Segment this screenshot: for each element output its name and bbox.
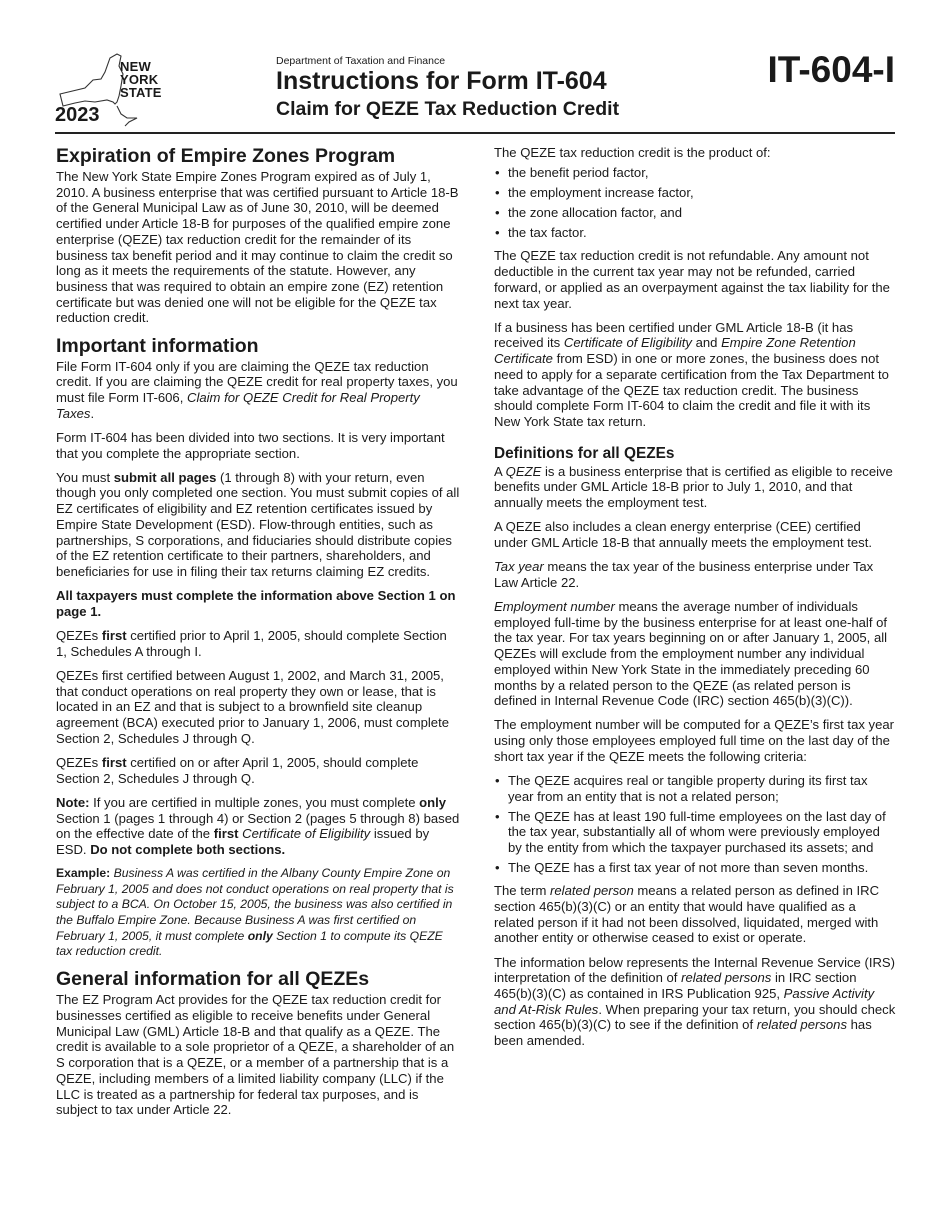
right-column [494,145,896,1057]
logo-year: 2023 [55,104,100,126]
definition-employment-number: Employment number means the average number of individuals employed full-time by the business enterprise for at least one-half of the tax year. For tax years beginning on or after January 1, 2005, all QEZEs will exclude from the employment number any individual employed within New York State in the immediately preceding 60 months by a related person to the QEZE (as related person is defined in Internal Revenue Code (IRC) section 465(b)(3)(C)). [494,599,888,709]
employment-first-year-paragraph: The employment number will be computed for a QEZE’s first tax year using only those employees employed full time on the last day of the short tax year if the QEZE meets the following criteria: [494,717,895,764]
list-item: • the employment increase factor, [494,185,896,201]
list-item: • the zone allocation factor, and [494,205,896,221]
list-item: • the benefit period factor, [494,165,896,181]
important-paragraph-1: File Form IT-604 only if you are claiming the QEZE tax reduction credit. If you are claiming the QEZE credit for real property taxes, you must file Form IT-606, Claim for QEZE Credit for Real Property Taxes. [56,358,458,421]
definition-cee: A QEZE also includes a clean energy enterprise (CEE) certified under GML Article 18-B that annually meets the employment test. [494,519,872,550]
credit-product-intro: The QEZE tax reduction credit is the product of: [494,145,771,160]
note-paragraph: Note: If you are certified in multiple zones, you must complete only Section 1 (pages 1 through 4) or Section 2 (pages 5 through 8) based on the effective date of the first Certificate of Eligibility issued by ESD. Do not complete both sections. [56,794,460,858]
logo-line-2: YORK [120,72,159,87]
document-subtitle: Claim for QEZE Tax Reduction Credit [276,98,620,120]
form-number: IT-604-I [767,49,895,90]
important-paragraph-6: QEZEs first certified between August 1, 2002, and March 31, 2005, that conduct operations on real property they own or lease, that is located in an EZ and that is subject to a brownfield site cleanup agreement (BCA) executed prior to January 1, 2006, must complete Section 2, Schedules J through Q. [56,667,450,746]
logo-line-1: NEW [120,59,151,74]
expiration-paragraph: The New York State Empire Zones Program expired as of July 1, 2010. A business enterprise that was certified pursuant to Article 18-B of the General Municipal Law as of June 30, 2010, will be deemed certified under Article 18-B for purposes of the qualified empire zone enterprise (QEZE) tax reduction credit for the remainder of its business tax benefit period and it may continue to claim the credit so long as it meets the requirements of the statute. However, any business that was required to obtain an empire zone (EZ) retention certificate but was denied one will not be eligible for the QEZE tax reduction credit. [56,169,459,326]
department-name: Department of Taxation and Finance [276,55,446,67]
list-item: • The QEZE has at least 190 full-time employees on the last day of the tax year, substantially all of whom were previously employed by the entity from which the taxpayer purchased its assets; and [494,809,896,856]
header-divider [55,132,895,134]
important-paragraph-5: QEZEs first certified prior to April 1, 2005, should complete Section 1, Schedules A through I. [56,628,447,659]
credit-factor-list [494,165,896,241]
certification-paragraph: If a business has been certified under GML Article 18-B (it has received its Certificate of Eligibility and Empire Zone Retention Certificate from ESD) in one or more zones, the business does not need to apply for a separate certification from the Tax Department to take advantage of the QEZE tax reduction credit. The business should complete Form IT-604 to claim the credit and file it with its New York State tax return. [494,319,889,429]
document-title: Instructions for Form IT-604 [276,67,607,95]
criteria-list [494,773,896,875]
heading-general-information: General information for all QEZEs [56,968,370,991]
logo-wordmark [120,60,162,99]
list-item: • the tax factor. [494,225,896,241]
important-paragraph-3: You must submit all pages (1 through 8) with your return, even though you only completed one section. You must submit copies of all EZ certificates of eligibility and EZ retention certificates issued by Empire State Development (ESD). Flow-through entities, such as partnerships, S corporations, and fiduciaries should distribute copies of the EZ retention certificate to their partners, shareholders, and beneficiaries for use in filing their tax returns claiming EZ credits. [56,469,460,579]
irs-interpretation-paragraph: The information below represents the Internal Revenue Service (IRS) interpretation of the definition of related persons in IRC section 465(b)(3)(C) as contained in IRS Publication 925, Passive Activity and At-Risk Rules. When preparing your tax return, you should check section 465(b)(3)(C) to see if the definition of related persons has been amended. [494,954,896,1049]
heading-expiration: Expiration of Empire Zones Program [56,145,396,167]
refundable-paragraph: The QEZE tax reduction credit is not refundable. Any amount not deductible in the current tax year may not be refunded, carried forward, or applied as an overpayment against the tax liability for the next tax year. [494,248,890,311]
definition-tax-year: Tax year means the tax year of the business enterprise under Tax Law Article 22. [494,559,874,590]
important-paragraph-4: All taxpayers must complete the information above Section 1 on page 1. [56,588,456,619]
heading-important-information: Important information [56,334,259,357]
logo-line-3: STATE [120,85,162,100]
important-paragraph-2: Form IT-604 has been divided into two sections. It is very important that you complete the appropriate section. [56,429,445,461]
left-column [56,145,460,1126]
definition-related-person: The term related person means a related person as defined in IRC section 465(b)(3)(C) or an entity that would have qualified as a related person if it had not been dissolved, liquidated, merged with another entity or otherwise ceased to exist or operate. [494,883,880,946]
definition-qeze: A QEZE is a business enterprise that is certified as eligible to receive benefits under GML Article 18-B prior to July 1, 2010, and that annually meets the employment test. [494,463,893,511]
list-item: • The QEZE has a first tax year of not more than seven months. [494,860,896,876]
list-item: • The QEZE acquires real or tangible property during its first tax year from an entity that is not a related person; [494,773,896,804]
example-paragraph: Example: Business A was certified in the Albany County Empire Zone on February 1, 2005 and does not conduct operations on real property that is subject to a BCA. On October 15, 2005, the business was also certified in the Buffalo Empire Zone. Because Business A was first certified on February 1, 2005, it must complete only Section 1 to compute its QEZE tax reduction credit. [56,866,454,959]
important-paragraph-7: QEZEs first certified on or after April 1, 2005, should complete Section 2, Schedules J through Q. [56,755,419,786]
heading-definitions: Definitions for all QEZEs [494,444,675,462]
general-paragraph: The EZ Program Act provides for the QEZE tax reduction credit for businesses certified as eligible to receive benefits under General Municipal Law (GML) Article 18-B and that qualify as a QEZE. The credit is available to a sole proprietor of a QEZE, a shareholder of an S corporation that is a QEZE, or a member of a partnership that is a QEZE, including members of a limited liability company (LLC) if the LLC is treated as a partnership for federal tax purposes, and is subject to tax under Article 22. [56,992,455,1118]
